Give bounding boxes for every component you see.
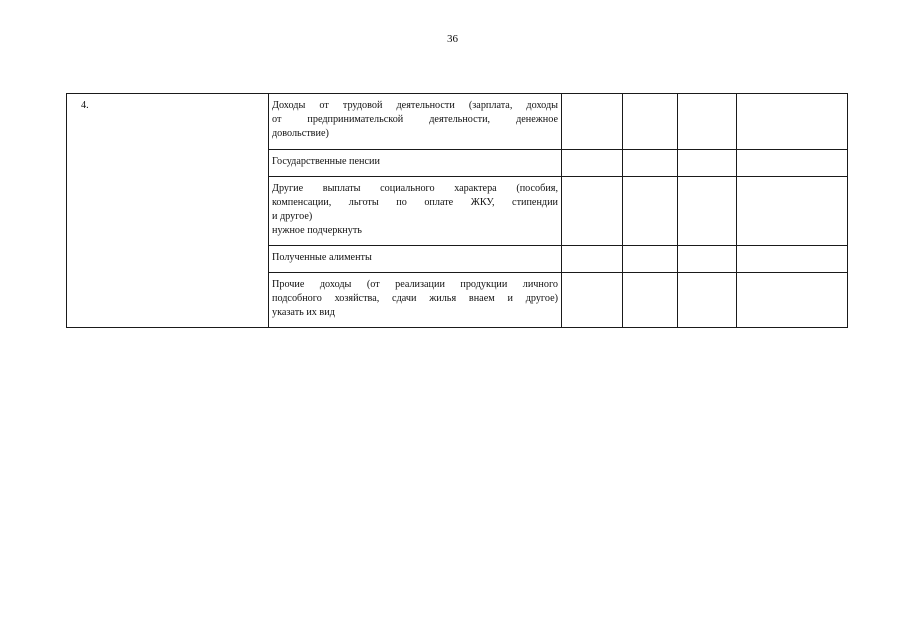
income-type-line: Прочие доходы (от реализации продукции личного [272, 279, 558, 290]
income-type-line: указать их вид [272, 307, 335, 318]
income-type-line: компенсации, льготы по оплате ЖКУ, стипендии [272, 197, 558, 208]
income-type-line: и другое) [272, 211, 313, 222]
empty-cell[interactable] [678, 246, 737, 273]
income-table [66, 93, 848, 328]
income-type-line: от предпринимательской деятельности, денежное [272, 114, 558, 125]
income-type-cell [269, 273, 562, 328]
empty-cell[interactable] [623, 273, 678, 328]
empty-cell[interactable] [737, 273, 848, 328]
empty-cell[interactable] [623, 94, 678, 150]
empty-cell[interactable] [678, 94, 737, 150]
section-number-cell [67, 94, 269, 328]
empty-cell[interactable] [678, 177, 737, 246]
empty-cell[interactable] [623, 177, 678, 246]
section-number: 4. [81, 100, 89, 111]
income-type-line: довольствие) [272, 128, 329, 139]
income-type-cell [269, 94, 562, 150]
page-number: 36 [447, 33, 458, 45]
empty-cell[interactable] [562, 246, 623, 273]
income-type-cell [269, 150, 562, 177]
empty-cell[interactable] [737, 246, 848, 273]
income-type-line: нужное подчеркнуть [272, 225, 362, 236]
income-type-line: подсобного хозяйства, сдачи жилья внаем и другое) [272, 293, 558, 304]
empty-cell[interactable] [562, 94, 623, 150]
empty-cell[interactable] [678, 150, 737, 177]
empty-cell[interactable] [562, 150, 623, 177]
income-type-line: Другие выплаты социального характера (пособия, [272, 183, 558, 194]
empty-cell[interactable] [623, 246, 678, 273]
income-type-line: Государственные пенсии [272, 156, 380, 167]
empty-cell[interactable] [737, 177, 848, 246]
income-type-line: Полученные алименты [272, 252, 372, 263]
income-type-cell [269, 177, 562, 246]
empty-cell[interactable] [737, 150, 848, 177]
table-row [67, 94, 848, 150]
empty-cell[interactable] [562, 177, 623, 246]
empty-cell[interactable] [737, 94, 848, 150]
empty-cell[interactable] [562, 273, 623, 328]
empty-cell[interactable] [623, 150, 678, 177]
empty-cell[interactable] [678, 273, 737, 328]
income-type-line: Доходы от трудовой деятельности (зарплата, доходы [272, 100, 558, 111]
income-type-cell [269, 246, 562, 273]
